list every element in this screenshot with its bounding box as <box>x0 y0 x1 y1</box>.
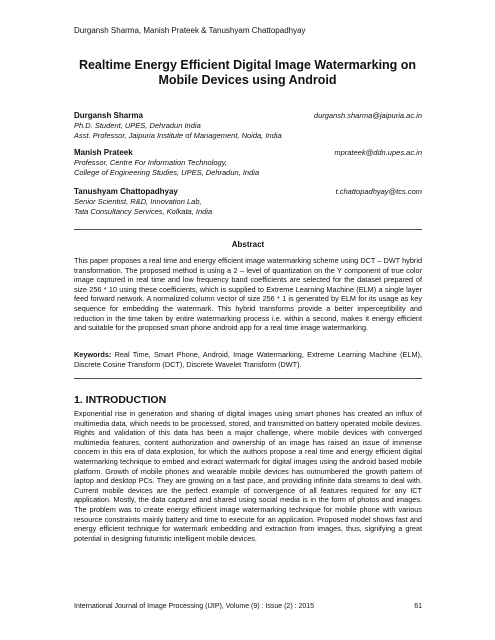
section-text: Exponential rise in generation and sharing of digital images using smart phones has created an influx of multimedia data, which needs to be processed, stored, and transmitted on battery operated mobile devices. Rights and validation of this data has been a major challenge, where mobile devices with converged multimedia features, content authorization and ownership of an image has raised an issue of immense concern in this era of data explosion, for which the authors propose a real time and energy efficient digital watermarking technique to embed and extract watermark for digital images using the android based mobile platform. Growth of mobile phones and wearable mobile devices has outnumbered the growth pattern of laptop and desktop PCs. They are growing on a fast pace, and providing infinite data streams to deal with. Current mobile devices are the perfect example of convergence of all features required for any ICT application. Mostly, the data captured and shared using social media is in the form of photos and images. The problem was to create energy efficient image watermarking technique for mobile phone with various resource constraints mainly battery and time to execute for an application. Proposed model shows fast and energy efficient technique for watermark embedding and extraction from images, thus, signifying a great potential in designing futuristic intelligent mobile devices. <box>74 409 422 543</box>
author-block <box>74 148 422 178</box>
running-head: Durgansh Sharma, Manish Prateek & Tanushyam Chattopadhyay <box>74 26 306 35</box>
author-email: t.chattopadhyay@tcs.com <box>335 187 422 196</box>
author-name: Manish Prateek <box>74 148 133 157</box>
footer-journal: International Journal of Image Processing (IJIP), Volume (9) : Issue (2) : 2015 <box>74 603 315 610</box>
author-affiliation: College of Engineering Studies, UPES, Dehradun, India <box>74 168 260 177</box>
author-affiliation: Professor, Centre For Information Technology, <box>74 158 227 167</box>
author-affiliation: Ph.D. Student, UPES, Dehradun India <box>74 121 201 130</box>
author-affiliation: Tata Consultancy Services, Kolkata, India <box>74 207 213 216</box>
author-email: durgansh.sharma@jaipuria.ac.in <box>313 111 422 120</box>
keywords-label: Keywords: <box>74 350 112 359</box>
author-affiliation: Asst. Professor, Jaipuria Institute of Management, Noida, India <box>74 131 282 140</box>
author-affiliation: Senior Scientist, R&D, Innovation Lab, <box>74 197 202 206</box>
author-block <box>74 187 422 217</box>
author-block <box>74 111 422 141</box>
paper-title: Realtime Energy Efficient Digital Image Watermarking on Mobile Devices using Android <box>78 58 417 87</box>
abstract-heading: Abstract <box>231 240 265 249</box>
author-email: mprateek@ddn.upes.ac.in <box>334 148 422 157</box>
keywords-text: Real Time, Smart Phone, Android, Image Watermarking, Extreme Learning Machine (ELM), Discrete Cosine Transform (DCT), Discrete Wavelet Transform (DWT). <box>74 350 422 369</box>
author-name: Tanushyam Chattopadhyay <box>74 187 178 196</box>
keywords <box>74 350 422 369</box>
divider-bottom <box>74 378 422 379</box>
section-heading: 1. INTRODUCTION <box>74 394 167 406</box>
page-number: 61 <box>414 603 422 610</box>
author-name: Durgansh Sharma <box>74 111 143 120</box>
divider-top <box>74 229 422 230</box>
abstract-text: This paper proposes a real time and energy efficient image watermarking scheme using DCT – DWT hybrid transformation. The proposed method is using a 2 – level of quantization on the Y component of true color image captured in real time and low frequency band coefficients are selected for the dataset prepared of size 256 * 10 using these coefficients, which is supplied to Extreme Learning Machine (ELM) a single layer feed forward network. A normalized column vector of size 256 * 1 is generated by ELM for its usage as key sequence for embedding the watermark. This hybrid transforms provide a better imperceptibility and reduction in the time taken by entire watermarking process i.e. within a second, makes it energy efficient and suitable for the proposed smart phone android app for a real time image watermarking. <box>74 256 422 333</box>
